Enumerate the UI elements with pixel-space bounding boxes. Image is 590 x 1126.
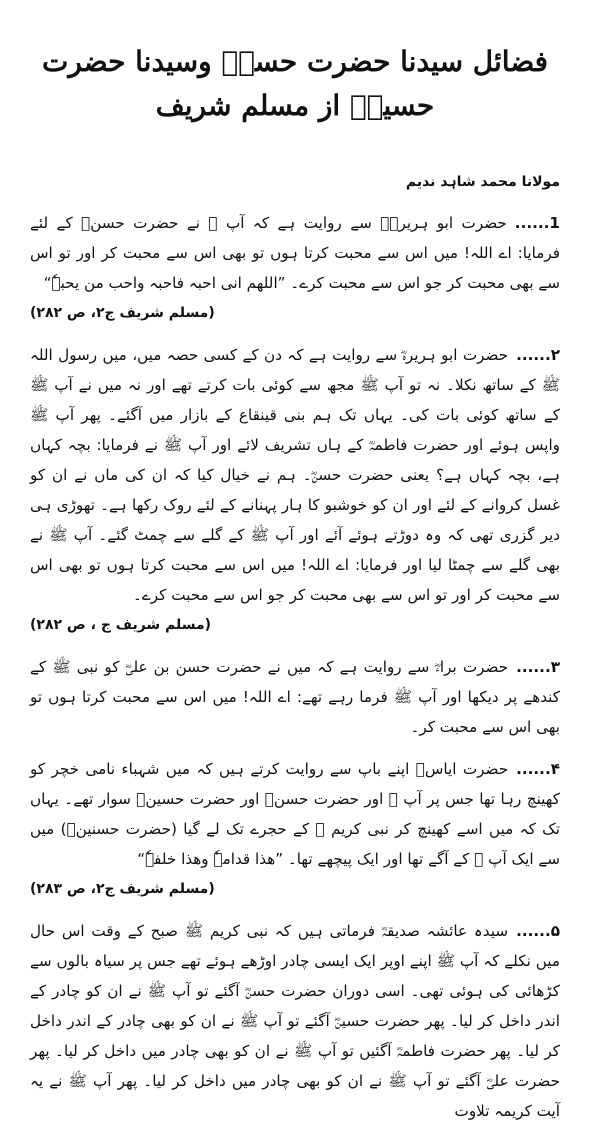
hadith-number: ۳......	[516, 658, 560, 676]
hadith-paragraph-2	[30, 340, 560, 640]
hadith-text: حضرت ابو ہریرہؓ سے روایت ہے کہ آپ ﷺ نے حضرت حسنؓ کے لئے فرمایا: اے اللہ! میں اس سے محبت کرتا ہوں تو بھی اس سے محبت کر اور تو اس سے بھی محبت کر جو اس سے محبت کرے۔ ”اللھم انی احبہ فاحبہ واحب من یحبہٗ“	[30, 214, 560, 292]
hadith-text: حضرت ایاسؒ اپنے باپ سے روایت کرتے ہیں کہ میں شہباء نامی خچر کو کھینچ رہا تھا جس پر آپ ﷺ اور حضرت حسنؓ اور حضرت حسینؓ سوار تھے۔ یہاں تک کہ میں اسے کھینچ کر نبی کریم ﷺ کے حجرے تک لے گیا (حضرت حسنینؓ) میں سے ایک آپ ﷺ کے آگے تھا اور ایک پیچھے تھا۔ ”ھذا قدامہٗ وھذا خلفہٗ“	[30, 760, 560, 868]
hadith-number: 1......	[514, 214, 560, 232]
hadith-paragraph-3	[30, 652, 560, 742]
hadith-paragraph-4	[30, 754, 560, 904]
hadith-paragraph-5	[30, 916, 560, 1126]
author-name: مولانا محمد شاہد ندیم	[405, 174, 560, 190]
hadith-number: ۵......	[516, 922, 560, 940]
hadith-reference: (مسلم شریف ج۲، ص ۲۸۳)	[30, 881, 215, 897]
hadith-text: حضرت ابو ہریرہؓ سے روایت ہے کہ دن کے کسی حصہ میں، میں رسول اللہ ﷺ کے ساتھ نکلا۔ نہ تو آپ ﷺ مجھ سے کوئی بات کرتے تھے اور نہ میں نے آپ ﷺ کے ساتھ کوئی بات کی۔ یہاں تک ہم بنی قینقاع کے بازار میں آگئے۔ پھر آپ ﷺ واپس ہوئے اور حضرت فاطمہؓ کے ہاں تشریف لائے اور آپ ﷺ نے فرمایا: بچہ کہاں ہے، بچہ کہاں ہے؟ یعنی حضرت حسنؓ۔ ہم نے خیال کیا کہ ان کی ماں نے ان کو غسل کروانے کے لئے اور ان کو خوشبو کا ہار پہنانے کے لئے روک رکھا ہے۔ تھوڑی ہی دیر گزری تھی کہ وہ دوڑتے ہوئے آئے اور آپ ﷺ کے گلے سے چمٹ گئے۔ آپ ﷺ نے بھی گلے سے چمٹا لیا اور فرمایا: اے اللہ! میں اس سے محبت کرتا ہوں تو بھی اس سے محبت کر اور تو اس سے بھی محبت کر جو اس سے محبت کرے۔	[30, 346, 560, 604]
hadith-paragraph-1	[30, 208, 560, 328]
page-title: فضائل سیدنا حضرت حسنؓ وسیدنا حضرت حسینؓ از مسلم شریف	[41, 45, 548, 122]
hadith-number: ۴......	[516, 760, 560, 778]
hadith-reference: (مسلم شریف ج۲، ص ۲۸۲)	[30, 305, 215, 321]
hadith-reference: (مسلم شریف ج ، ص ۲۸۲)	[30, 617, 212, 633]
hadith-text: سیدہ عائشہ صدیقہؓ فرماتی ہیں کہ نبی کریم ﷺ صبح کے وقت اس حال میں نکلے کہ آپ ﷺ اپنے اوپر ایک ایسی چادر اوڑھے ہوئے تھے جس پر سیاہ بالوں سے کڑھائی کی ہوئی تھی۔ اسی دوران حضرت حسنؓ آگئے تو آپ ﷺ نے ان کو چادر کے اندر داخل کر لیا۔ پھر حضرت حسینؓ آگئے تو آپ ﷺ نے ان کو بھی چادر کے اندر داخل کر لیا۔ پھر حضرت فاطمہؓ آگئیں تو آپ ﷺ نے ان کو بھی چادر میں داخل کر لیا۔ پھر حضرت علیؓ آگئے تو آپ ﷺ نے ان کو بھی چادر میں داخل کر لیا۔ پھر آپ ﷺ نے یہ آیت کریمہ تلاوت	[30, 922, 560, 1120]
hadith-number: ۲......	[516, 346, 560, 364]
hadith-text: حضرت براءؓ سے روایت ہے کہ میں نے حضرت حسن بن علیؓ کو نبی ﷺ کے کندھے پر دیکھا اور آپ ﷺ فرما رہے تھے: اے اللہ! میں اس سے محبت کرتا ہوں تو بھی اس سے محبت کر۔	[30, 658, 560, 736]
